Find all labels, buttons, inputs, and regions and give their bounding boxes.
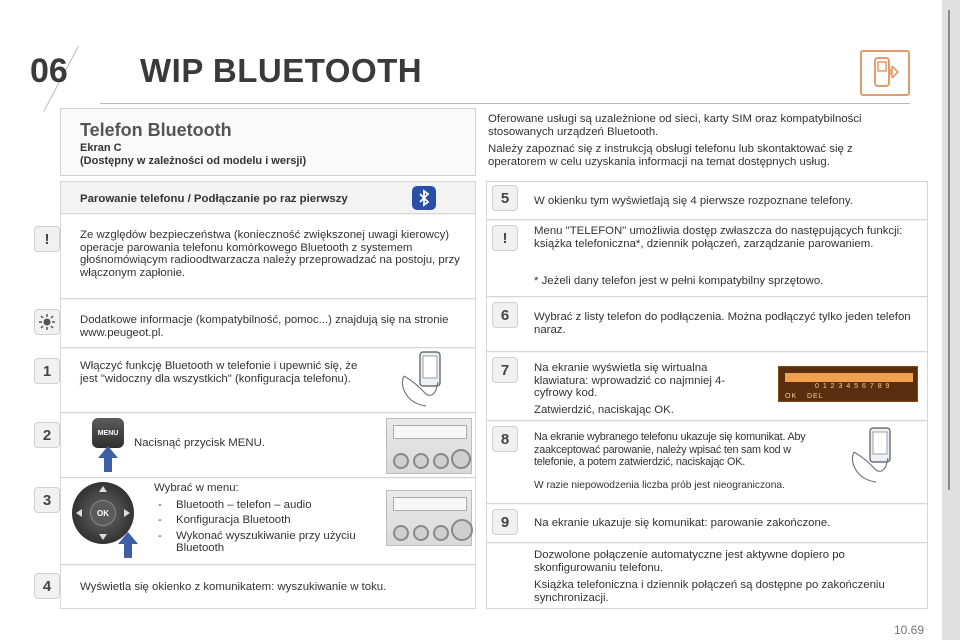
step-3-menu-list — [154, 499, 380, 555]
step-6-marker: 6 — [492, 302, 518, 328]
step-3-marker: 3 — [34, 487, 60, 513]
radio-unit-thumb-2 — [386, 490, 472, 546]
menu-item-bluetooth-config: - Konfiguracja Bluetooth — [154, 514, 380, 527]
step-2-text: Nacisnąć przycisk MENU. — [134, 437, 266, 449]
arrow-up-icon-2 — [118, 532, 138, 558]
warning-icon: ! — [34, 226, 60, 252]
page-number: 10.69 — [893, 623, 924, 637]
step-8-text: Na ekranie wybranego telefonu ukazuje się komunikat. Aby zaakceptować parowanie, należy wpisać ten sam kod w telefonie, a potem zatwierdzić, naciskając OK. — [534, 431, 806, 469]
menu-button[interactable]: MENU — [92, 418, 124, 448]
ok-button[interactable]: OK — [90, 500, 116, 526]
section-subtitle — [80, 142, 306, 168]
keyboard-del: DEL — [807, 393, 824, 400]
intro-text — [488, 113, 908, 173]
virtual-keyboard-screen — [778, 366, 918, 402]
header-rule — [100, 103, 910, 104]
step-7-text: Na ekranie wyświetla się wirtualna klawiatura: wprowadzić co najmniej 4-cyfrowy kod. — [534, 362, 726, 400]
pairing-heading: Parowanie telefonu / Podłączanie po raz pierwszy — [80, 193, 348, 205]
subtitle-line-1: Ekran C — [80, 142, 122, 154]
step-3-text — [154, 482, 380, 558]
keyboard-ok: OK — [785, 393, 798, 400]
chapter-title: WIP BLUETOOTH — [140, 52, 423, 89]
step-5-marker: 5 — [492, 185, 518, 211]
final-note-text-2: Książka telefoniczna i dziennik połączeń są dostępne po zakończeniu synchronizacji. — [534, 579, 885, 604]
step-8-marker: 8 — [492, 426, 518, 452]
phone-menu-text: Menu "TELEFON" umożliwia dostęp zwłaszcza do następujących funkcji: książka telefoniczna*, dziennik połączeń, zarządzanie parowaniem. — [534, 225, 903, 250]
step-4-text: Wyświetla się okienko z komunikatem: wyszukiwanie w toku. — [80, 581, 387, 593]
hand-phone-icon — [398, 350, 454, 410]
step-7-marker: 7 — [492, 357, 518, 383]
radio-unit-thumb-1 — [386, 418, 472, 474]
step-5-text: W okienku tym wyświetlają się 4 pierwsze rozpoznane telefony. — [534, 195, 853, 207]
page-edge-bar — [942, 0, 960, 640]
keyboard-keys: 0 1 2 3 4 5 6 7 8 9 — [815, 383, 891, 390]
step-1-marker: 1 — [34, 358, 60, 384]
step-2-marker: 2 — [34, 422, 60, 448]
phone-menu-note: * Jeżeli dany telefon jest w pełni kompatybilny sprzętowo. — [534, 275, 824, 287]
step-4-marker: 4 — [34, 573, 60, 599]
step-9-text: Na ekranie ukazuje się komunikat: parowanie zakończone. — [534, 517, 831, 529]
chapter-number: 06 — [30, 52, 68, 90]
intro-paragraph-1: Oferowane usługi są uzależnione od sieci, karty SIM oraz kompatybilności stosowanych urządzeń Bluetooth. — [488, 113, 862, 138]
bluetooth-phone-icon — [860, 50, 910, 96]
step-7-text-2: Zatwierdzić, naciskając OK. — [534, 404, 674, 416]
info-text: Dodatkowe informacje (kompatybilność, pomoc...) znajdują się na stronie www.peugeot.pl. — [80, 314, 449, 339]
menu-item-bluetooth-search: - Wykonać wyszukiwanie przy użyciu Bluetooth — [154, 530, 380, 555]
info-sun-icon — [34, 309, 60, 335]
hand-phone-icon-2 — [848, 426, 904, 486]
bluetooth-icon — [412, 186, 436, 210]
step-6-text: Wybrać z listy telefon do podłączenia. Można podłączyć tylko jeden telefon naraz. — [534, 311, 911, 336]
menu-item-bluetooth-audio: - Bluetooth – telefon – audio — [154, 499, 380, 512]
arrow-up-icon — [98, 446, 118, 472]
step-3-intro: Wybrać w menu: — [154, 482, 239, 494]
keyboard-input-field — [785, 373, 913, 382]
subtitle-line-2: (Dostępny w zależności od modelu i wersji) — [80, 155, 307, 167]
step-1-text: Włączyć funkcję Bluetooth w telefonie i upewnić się, że jest "widoczny dla wszystkich" (konfiguracja telefonu). — [80, 360, 358, 385]
final-note-text: Dozwolone połączenie automatyczne jest aktywne dopiero po skonfigurowaniu telefonu. — [534, 549, 845, 574]
warning-icon-2: ! — [492, 225, 518, 251]
intro-paragraph-2: Należy zapoznać się z instrukcją obsługi telefonu lub skontaktować się z operatorem w celu uzyskania informacji na temat dostępnych usług. — [488, 143, 853, 168]
warning-text: Ze względów bezpieczeństwa (konieczność zwiększonej uwagi kierowcy) operacje parowania telefonu komórkowego Bluetooth z systemem głośnomówiącym radioodtwarzacza należy przeprowadzać na postoju, przy włączonym zapłonie. — [80, 229, 460, 279]
step-9-marker: 9 — [492, 509, 518, 535]
section-title: Telefon Bluetooth — [80, 120, 232, 140]
step-8-text-2: W razie niepowodzenia liczba prób jest nieograniczona. — [534, 480, 785, 491]
